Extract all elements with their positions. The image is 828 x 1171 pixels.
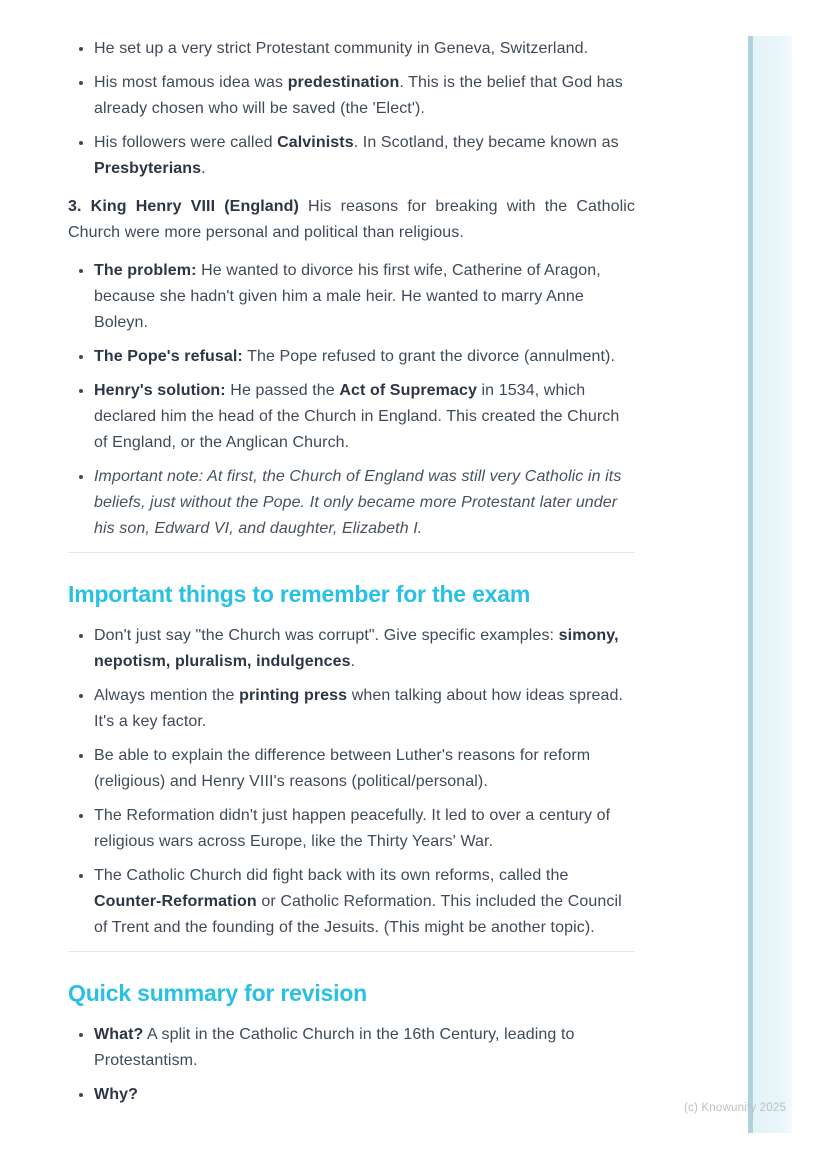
text-run: Be able to explain the difference between Luther's reasons for reform (religious) and Henry VIII's reasons (political/personal). [94,747,591,790]
text-run: or Catholic Reformation. This included the Council of Trent and the founding of the Jesuits. (This might be another topic). [94,893,622,936]
list-item [94,70,635,122]
text-run: . This is the belief that God has already chosen who will be saved (the 'Elect'). [94,74,623,117]
calvin-bullet-list [68,36,635,182]
text-run: He wanted to divorce his first wife, Catherine of Aragon, because she hadn't given him a male heir. He wanted to marry Anne Boleyn. [94,262,601,331]
bold-text-run: predestination [287,74,400,91]
list-item [94,258,635,336]
italic-text-run: Important note: At first, the Church of England was still very Catholic in its beliefs, just without the Pope. It only became more Protestant later under his son, Edward VI, and daughter, Elizabeth I. [94,468,622,537]
list-item [94,803,635,855]
text-run: . [350,653,356,670]
henry-bullet-list [68,258,635,542]
list-item [94,344,635,370]
page-edge-highlight-strip [753,36,792,1133]
text-run: Always mention the [94,687,240,704]
page-edge-highlight-line [748,36,753,1133]
bold-text-run: simony, nepotism, pluralism, indulgences [94,627,619,670]
bold-text-run: The problem: [94,262,197,279]
bold-text-run: Counter-Reformation [94,893,257,910]
list-item [94,464,635,542]
list-item [94,130,635,182]
text-run: He set up a very strict Protestant community in Geneva, Switzerland. [94,40,589,57]
text-run: The Catholic Church did fight back with its own reforms, called the [94,867,569,884]
text-run: His followers were called [94,134,278,151]
list-item [94,863,635,941]
bold-text-run: Calvinists [277,134,354,151]
text-run: His reasons for breaking with the Catholic Church were more personal and political than religious. [68,198,635,241]
bold-text-run: The Pope's refusal: [94,348,243,365]
section-divider [68,552,635,553]
text-run: He passed the [225,382,340,399]
list-item [94,36,635,62]
document-body [68,36,635,1116]
bold-text-run: Why? [94,1086,138,1103]
text-run: A split in the Catholic Church in the 16th Century, leading to Protestantism. [94,1026,575,1069]
list-item [94,683,635,735]
exam-section-heading: Important things to remember for the exam [68,581,531,607]
summary-section-heading: Quick summary for revision [68,980,368,1006]
list-item [94,743,635,795]
bold-text-run: What? [94,1026,144,1043]
bold-text-run: Henry's solution: [94,382,226,399]
list-item [94,1022,635,1074]
list-item [94,1082,635,1108]
bold-text-run: Act of Supremacy [339,382,477,399]
text-run: The Reformation didn't just happen peacefully. It led to over a century of religious wars across Europe, like the Thirty Years' War. [94,807,611,850]
text-run: Don't just say "the Church was corrupt". Give specific examples: [94,627,559,644]
list-item [94,378,635,456]
henry-viii-paragraph [68,194,635,246]
section-divider [68,951,635,952]
bold-text-run: printing press [239,687,348,704]
text-run: . [201,160,206,177]
summary-bullet-list [68,1022,635,1108]
exam-bullet-list [68,623,635,941]
bold-text-run: Presbyterians [94,160,202,177]
text-run: His most famous idea was [94,74,288,91]
text-run: The Pope refused to grant the divorce (annulment). [242,348,615,365]
text-run: when talking about how ideas spread. It's a key factor. [94,687,624,730]
bold-text-run: 3. King Henry VIII (England) [68,198,299,215]
list-item [94,623,635,675]
text-run: in 1534, which declared him the head of the Church in England. This created the Church of England, or the Anglican Church. [94,382,620,451]
knowunity-watermark: (c) Knowunity 2025 [684,1102,787,1114]
text-run: . In Scotland, they became known as [353,134,619,151]
